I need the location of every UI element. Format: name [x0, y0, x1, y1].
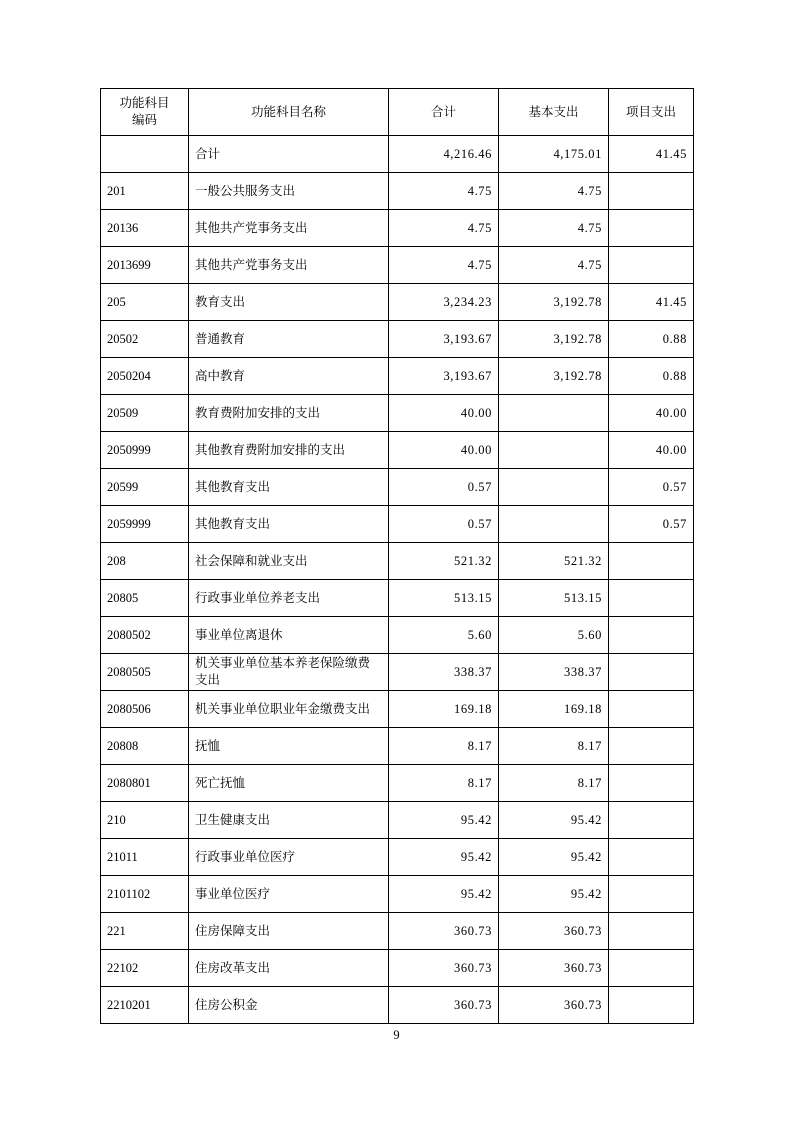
cell-code: 22102 [101, 950, 189, 987]
cell-code: 2080801 [101, 765, 189, 802]
cell-name: 合计 [189, 136, 389, 173]
table-row [101, 247, 694, 284]
table-row [101, 321, 694, 358]
table-row [101, 913, 694, 950]
cell-name: 行政事业单位养老支出 [189, 580, 389, 617]
cell-code: 201 [101, 173, 189, 210]
cell-code: 20599 [101, 469, 189, 506]
cell-code: 205 [101, 284, 189, 321]
table-row [101, 839, 694, 876]
table-row [101, 987, 694, 1024]
cell-total: 360.73 [389, 987, 499, 1024]
cell-project [609, 950, 694, 987]
column-header-code [101, 89, 189, 136]
table-row [101, 358, 694, 395]
table-body [101, 136, 694, 1024]
table-row [101, 284, 694, 321]
functional-subject-expenditure-table [100, 88, 694, 1024]
table-row [101, 469, 694, 506]
cell-name: 抚恤 [189, 728, 389, 765]
cell-code: 221 [101, 913, 189, 950]
cell-project [609, 802, 694, 839]
cell-total: 8.17 [389, 728, 499, 765]
column-header-name: 功能科目名称 [189, 89, 389, 136]
cell-total: 521.32 [389, 543, 499, 580]
cell-code: 20502 [101, 321, 189, 358]
cell-project [609, 617, 694, 654]
column-header-code-line1: 功能科目 [119, 96, 170, 111]
cell-name: 其他共产党事务支出 [189, 247, 389, 284]
cell-code: 2210201 [101, 987, 189, 1024]
cell-total: 3,193.67 [389, 321, 499, 358]
cell-total: 8.17 [389, 765, 499, 802]
cell-total: 169.18 [389, 691, 499, 728]
cell-basic: 3,192.78 [499, 358, 609, 395]
cell-code: 20805 [101, 580, 189, 617]
cell-project [609, 691, 694, 728]
cell-basic: 360.73 [499, 987, 609, 1024]
cell-code: 2059999 [101, 506, 189, 543]
table-row [101, 210, 694, 247]
cell-project: 0.57 [609, 469, 694, 506]
table-row [101, 580, 694, 617]
cell-total: 360.73 [389, 913, 499, 950]
cell-total: 40.00 [389, 395, 499, 432]
cell-basic: 3,192.78 [499, 321, 609, 358]
cell-basic [499, 469, 609, 506]
table-row [101, 950, 694, 987]
cell-basic: 5.60 [499, 617, 609, 654]
cell-name: 其他教育支出 [189, 506, 389, 543]
cell-code: 210 [101, 802, 189, 839]
table-header-row [101, 89, 694, 136]
cell-basic: 8.17 [499, 728, 609, 765]
cell-code: 208 [101, 543, 189, 580]
cell-code: 20509 [101, 395, 189, 432]
table-row [101, 506, 694, 543]
cell-code: 2050204 [101, 358, 189, 395]
cell-total: 3,193.67 [389, 358, 499, 395]
table-header [101, 89, 694, 136]
cell-name: 住房公积金 [189, 987, 389, 1024]
cell-total: 40.00 [389, 432, 499, 469]
cell-project [609, 728, 694, 765]
cell-basic [499, 506, 609, 543]
cell-total: 5.60 [389, 617, 499, 654]
cell-project [609, 173, 694, 210]
cell-name: 机关事业单位基本养老保险缴费支出 [189, 654, 389, 691]
cell-project [609, 839, 694, 876]
table-row [101, 543, 694, 580]
cell-total: 95.42 [389, 876, 499, 913]
cell-total: 0.57 [389, 469, 499, 506]
cell-code: 21011 [101, 839, 189, 876]
cell-name: 其他共产党事务支出 [189, 210, 389, 247]
table-row [101, 654, 694, 691]
cell-project [609, 543, 694, 580]
cell-project: 0.57 [609, 506, 694, 543]
cell-basic [499, 395, 609, 432]
table-row [101, 432, 694, 469]
cell-project: 0.88 [609, 321, 694, 358]
column-header-code-line2: 编码 [131, 113, 157, 127]
cell-basic: 4.75 [499, 173, 609, 210]
cell-basic: 4.75 [499, 247, 609, 284]
cell-project: 40.00 [609, 432, 694, 469]
cell-code [101, 136, 189, 173]
cell-project [609, 654, 694, 691]
cell-project [609, 876, 694, 913]
cell-total: 338.37 [389, 654, 499, 691]
cell-basic: 338.37 [499, 654, 609, 691]
cell-total: 4,216.46 [389, 136, 499, 173]
cell-name: 住房改革支出 [189, 950, 389, 987]
cell-basic: 95.42 [499, 839, 609, 876]
cell-total: 4.75 [389, 247, 499, 284]
cell-total: 95.42 [389, 802, 499, 839]
cell-name: 高中教育 [189, 358, 389, 395]
cell-name: 住房保障支出 [189, 913, 389, 950]
cell-code: 20808 [101, 728, 189, 765]
cell-name: 其他教育支出 [189, 469, 389, 506]
table-row [101, 802, 694, 839]
cell-basic: 95.42 [499, 802, 609, 839]
cell-total: 0.57 [389, 506, 499, 543]
cell-code: 2050999 [101, 432, 189, 469]
cell-project [609, 913, 694, 950]
cell-name: 死亡抚恤 [189, 765, 389, 802]
cell-name: 行政事业单位医疗 [189, 839, 389, 876]
column-header-project: 项目支出 [609, 89, 694, 136]
cell-name: 机关事业单位职业年金缴费支出 [189, 691, 389, 728]
cell-total: 513.15 [389, 580, 499, 617]
cell-total: 3,234.23 [389, 284, 499, 321]
cell-name: 事业单位医疗 [189, 876, 389, 913]
cell-code: 2080502 [101, 617, 189, 654]
cell-name: 事业单位离退休 [189, 617, 389, 654]
table-row [101, 728, 694, 765]
cell-name: 社会保障和就业支出 [189, 543, 389, 580]
table-row [101, 395, 694, 432]
cell-basic: 4,175.01 [499, 136, 609, 173]
cell-basic: 95.42 [499, 876, 609, 913]
table-row [101, 876, 694, 913]
cell-code: 20136 [101, 210, 189, 247]
cell-basic: 360.73 [499, 950, 609, 987]
cell-name: 普通教育 [189, 321, 389, 358]
cell-name: 一般公共服务支出 [189, 173, 389, 210]
cell-name: 教育支出 [189, 284, 389, 321]
cell-project [609, 987, 694, 1024]
cell-project [609, 210, 694, 247]
cell-code: 2013699 [101, 247, 189, 284]
cell-total: 360.73 [389, 950, 499, 987]
column-header-basic: 基本支出 [499, 89, 609, 136]
column-header-total: 合计 [389, 89, 499, 136]
cell-total: 4.75 [389, 210, 499, 247]
cell-basic: 513.15 [499, 580, 609, 617]
cell-code: 2080506 [101, 691, 189, 728]
cell-basic: 8.17 [499, 765, 609, 802]
cell-project: 0.88 [609, 358, 694, 395]
table-row [101, 136, 694, 173]
cell-basic: 4.75 [499, 210, 609, 247]
cell-basic [499, 432, 609, 469]
cell-total: 4.75 [389, 173, 499, 210]
cell-code: 2101102 [101, 876, 189, 913]
cell-basic: 3,192.78 [499, 284, 609, 321]
table-row [101, 691, 694, 728]
cell-name: 卫生健康支出 [189, 802, 389, 839]
cell-name: 其他教育费附加安排的支出 [189, 432, 389, 469]
cell-basic: 169.18 [499, 691, 609, 728]
cell-project [609, 247, 694, 284]
table-row [101, 617, 694, 654]
table-row [101, 765, 694, 802]
cell-project [609, 580, 694, 617]
page-number: 9 [393, 1028, 400, 1042]
cell-name: 教育费附加安排的支出 [189, 395, 389, 432]
cell-code: 2080505 [101, 654, 189, 691]
cell-basic: 521.32 [499, 543, 609, 580]
cell-total: 95.42 [389, 839, 499, 876]
cell-project [609, 765, 694, 802]
table-row [101, 173, 694, 210]
cell-project: 41.45 [609, 136, 694, 173]
cell-basic: 360.73 [499, 913, 609, 950]
cell-project: 40.00 [609, 395, 694, 432]
cell-project: 41.45 [609, 284, 694, 321]
